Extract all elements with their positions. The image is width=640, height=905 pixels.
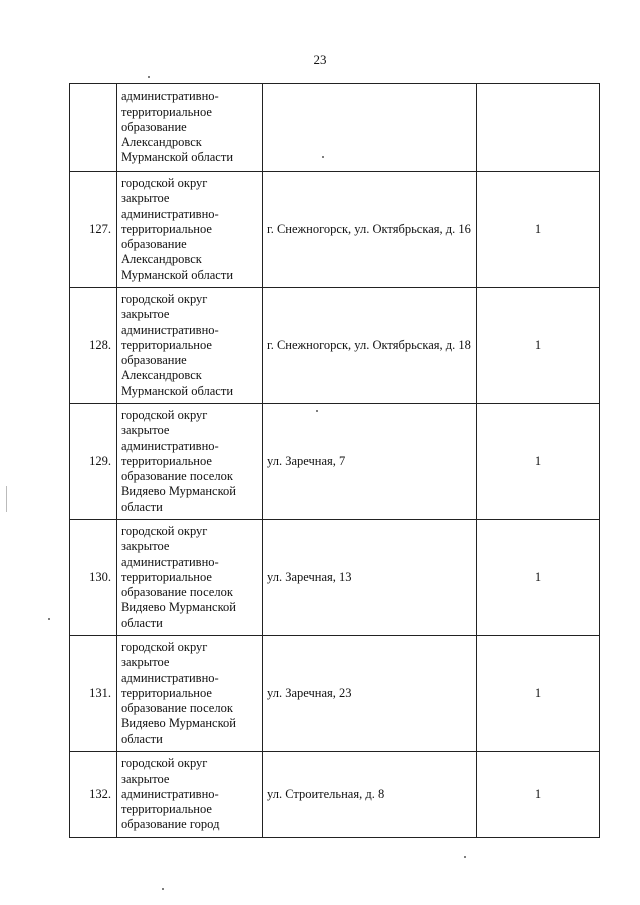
quantity-cell: 1 [477, 752, 600, 838]
municipality-name [117, 752, 263, 838]
address-cell: ул. Строительная, д. 8 [263, 752, 477, 838]
scan-speck [322, 156, 324, 158]
table-row [70, 520, 600, 636]
municipality-name-text: городской округ закрытое административно- территориальное образование поселок Видяево Мурманской области [121, 524, 236, 630]
row-number: 131. [70, 636, 117, 752]
address-cell: ул. Заречная, 7 [263, 404, 477, 520]
table-row [70, 172, 600, 288]
page-number: 23 [313, 52, 327, 67]
municipality-name-text: городской округ закрытое административно- территориальное образование город [121, 756, 220, 832]
table-row [70, 84, 600, 172]
municipality-name-text: городской округ закрытое административно- территориальное образование Александровск Мурманской области [121, 176, 234, 282]
scan-speck [148, 76, 150, 78]
quantity-cell: 1 [477, 172, 600, 288]
scan-speck [162, 888, 164, 890]
row-number: 128. [70, 288, 117, 404]
quantity-cell [477, 84, 600, 172]
table-row [70, 404, 600, 520]
municipality-name [117, 84, 263, 172]
scan-speck [48, 618, 50, 620]
scan-speck [316, 410, 318, 412]
row-number: 127. [70, 172, 117, 288]
municipality-name [117, 520, 263, 636]
address-cell: ул. Заречная, 13 [263, 520, 477, 636]
municipality-name [117, 404, 263, 520]
municipality-name-text: городской округ закрытое административно- территориальное образование Александровск Мурманской области [121, 292, 234, 398]
address-cell: г. Снежногорск, ул. Октябрьская, д. 16 [263, 172, 477, 288]
quantity-cell: 1 [477, 404, 600, 520]
scan-speck [464, 856, 466, 858]
address-cell [263, 84, 477, 172]
row-number [70, 84, 117, 172]
scan-speck [6, 486, 7, 512]
quantity-cell: 1 [477, 288, 600, 404]
quantity-cell: 1 [477, 636, 600, 752]
municipality-name [117, 172, 263, 288]
address-cell: г. Снежногорск, ул. Октябрьская, д. 18 [263, 288, 477, 404]
table-row [70, 288, 600, 404]
row-number: 130. [70, 520, 117, 636]
table-row [70, 636, 600, 752]
municipality-name-text: городской округ закрытое административно- территориальное образование поселок Видяево Мурманской области [121, 640, 236, 746]
addresses-table [69, 83, 600, 838]
row-number: 132. [70, 752, 117, 838]
municipality-name-text: городской округ закрытое административно- территориальное образование поселок Видяево Мурманской области [121, 408, 236, 514]
table-row [70, 752, 600, 838]
quantity-cell: 1 [477, 520, 600, 636]
municipality-name [117, 636, 263, 752]
municipality-name [117, 288, 263, 404]
municipality-name-text: административно- территориальное образование Александровск Мурманской области [121, 89, 234, 165]
address-cell: ул. Заречная, 23 [263, 636, 477, 752]
row-number: 129. [70, 404, 117, 520]
